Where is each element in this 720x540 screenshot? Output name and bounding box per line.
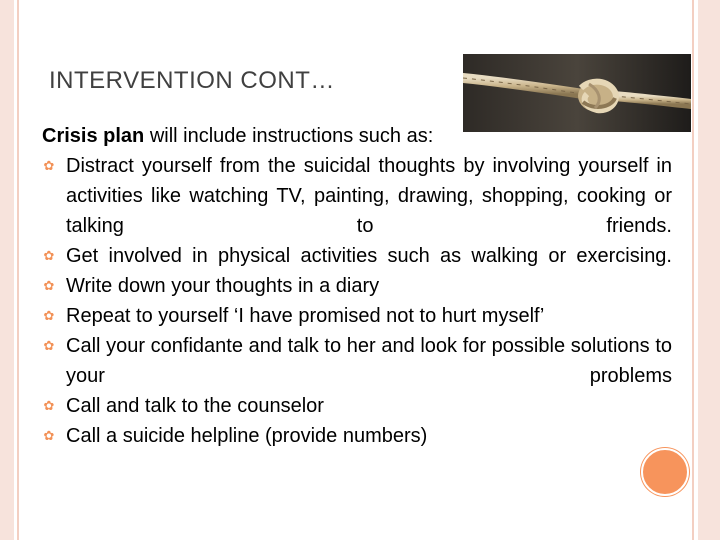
lead-strong-text: Crisis plan bbox=[42, 125, 145, 147]
list-item-text: Repeat to yourself ‘I have promised not to hurt myself’ bbox=[66, 305, 545, 327]
flower-bullet-icon: ✿ bbox=[43, 248, 55, 263]
list-item-text: Distract yourself from the suicidal thoughts by involving yourself in activities like watching TV, painting, drawing, shopping, cooking or talking to friends. bbox=[66, 155, 672, 237]
lead-rest-text: will include instructions such as: bbox=[144, 125, 434, 147]
flower-bullet-icon: ✿ bbox=[43, 278, 55, 293]
list-item bbox=[42, 331, 672, 391]
instruction-list bbox=[42, 151, 672, 451]
list-item bbox=[42, 241, 672, 271]
list-item bbox=[42, 421, 672, 451]
list-item bbox=[42, 391, 672, 421]
list-item-text: Write down your thoughts in a diary bbox=[66, 275, 380, 297]
flower-bullet-icon: ✿ bbox=[43, 398, 55, 413]
list-item-text: Get involved in physical activities such as walking or exercising. bbox=[66, 245, 672, 267]
list-item-text: Call a suicide helpline (provide numbers) bbox=[66, 425, 428, 447]
left-decor-line bbox=[17, 0, 19, 540]
list-item bbox=[42, 301, 672, 331]
slide-body bbox=[42, 121, 672, 451]
list-item bbox=[42, 271, 672, 301]
slide-title: INTERVENTION CONT… bbox=[49, 67, 335, 94]
lead-paragraph bbox=[42, 121, 672, 151]
flower-bullet-icon: ✿ bbox=[43, 338, 55, 353]
list-item-text: Call and talk to the counselor bbox=[66, 395, 324, 417]
right-decor-band bbox=[698, 0, 720, 540]
right-decor-line bbox=[692, 0, 694, 540]
list-item bbox=[42, 151, 672, 241]
flower-bullet-icon: ✿ bbox=[43, 428, 55, 443]
flower-bullet-icon: ✿ bbox=[43, 158, 55, 173]
decorative-orange-circle bbox=[641, 448, 689, 496]
flower-bullet-icon: ✿ bbox=[43, 308, 55, 323]
left-decor-band bbox=[0, 0, 14, 540]
list-item-text: Call your confidante and talk to her and look for possible solutions to your problems bbox=[66, 335, 672, 387]
